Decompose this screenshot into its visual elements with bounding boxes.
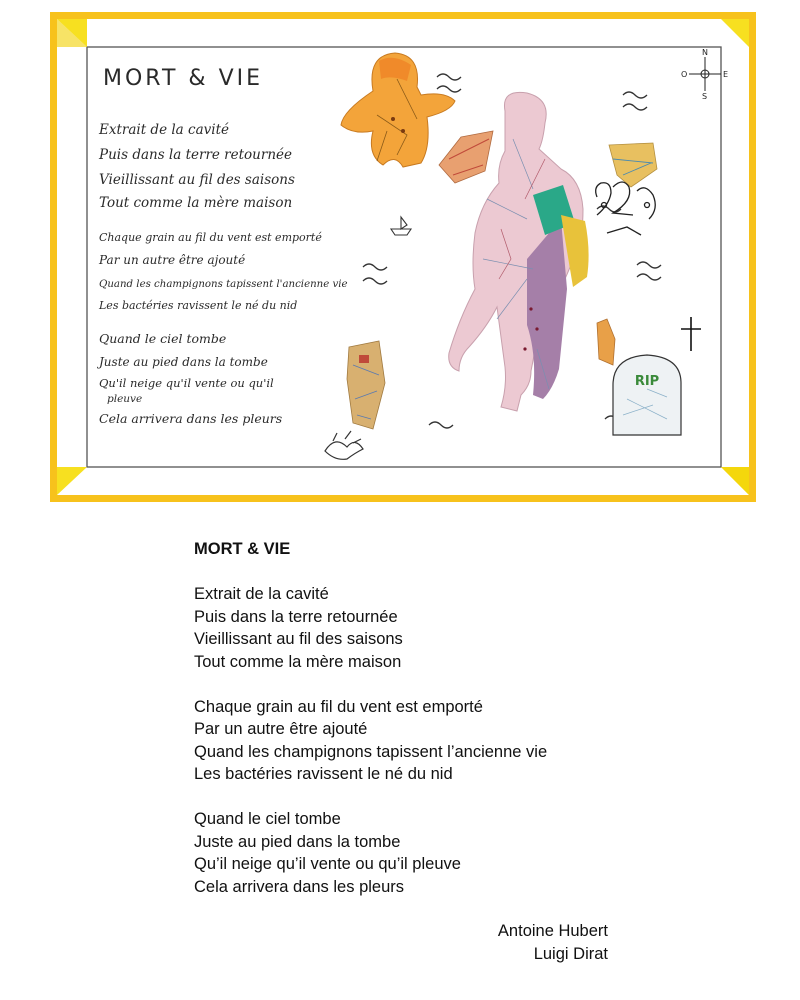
handwritten-line: Quand les champignons tapissent l'ancienne vie (99, 279, 348, 290)
author-name: Luigi Dirat (533, 944, 608, 963)
handwritten-line: Extrait de la cavité (99, 122, 229, 138)
svg-text:S: S (702, 92, 708, 101)
poem-line: Quand le ciel tombe (194, 810, 341, 828)
poem-stanza (194, 696, 634, 786)
poem-line: Tout comme la mère maison (194, 652, 402, 671)
tombstone (613, 317, 701, 435)
svg-text:N: N (702, 48, 708, 57)
corner-top-right (721, 19, 749, 47)
map-shard (347, 341, 385, 429)
map-shard (439, 131, 493, 183)
poem (194, 538, 634, 898)
poem-line: Quand les champignons tapissent l’ancienne vie (194, 742, 548, 761)
map-shard (597, 319, 615, 365)
map-shard (609, 143, 657, 187)
poem-line: Puis dans la terre retournée (194, 607, 398, 626)
poem-line: Les bactéries ravissent le né du nid (194, 765, 453, 783)
boat-doodle-icon (391, 217, 411, 235)
svg-text:O: O (681, 70, 688, 79)
handwritten-line: pleuve (107, 393, 143, 405)
poem-line: Vieillissant au fil des saisons (194, 630, 403, 648)
poem-stanza (194, 808, 634, 898)
tombstone-text: RIP (634, 374, 660, 389)
handwritten-line: Juste au pied dans la tombe (99, 355, 268, 369)
poem-line: Chaque grain au fil du vent est emporté (194, 697, 483, 716)
handwritten-line: Les bactéries ravissent le né du nid (99, 299, 298, 312)
handwritten-line: Cela arrivera dans les pleurs (99, 411, 283, 426)
poem-line: Qu’il neige qu’il vente ou qu’il pleuve (194, 855, 461, 873)
handwritten-line: Puis dans la terre retournée (99, 147, 292, 163)
mushroom-doodle-icon (596, 182, 656, 235)
poem-authors (498, 920, 608, 965)
handwritten-line: Quand le ciel tombe (99, 331, 227, 346)
poem-line: Cela arrivera dans les pleurs (194, 877, 405, 896)
artwork-sheet (57, 19, 749, 495)
handwritten-title: MORT & VIE (103, 66, 264, 91)
handwritten-line: Chaque grain au fil du vent est emporté (99, 231, 322, 244)
handwritten-line: Vieillissant au fil des saisons (99, 172, 295, 188)
svg-text:E: E (723, 70, 729, 79)
handwritten-line: Qu'il neige qu'il vente ou qu'il (99, 376, 274, 390)
bird-doodle-icon (325, 431, 363, 459)
poem-line: Extrait de la cavité (194, 585, 329, 603)
poem-stanza (194, 583, 634, 673)
handwritten-line: Par un autre être ajouté (99, 253, 246, 267)
corner-bottom-left (57, 467, 87, 495)
handwritten-line: Tout comme la mère maison (99, 195, 293, 211)
poem-line: Par un autre être ajouté (194, 720, 368, 738)
author-name: Antoine Hubert (497, 922, 608, 940)
gingerbread-map-figure (341, 53, 455, 167)
artwork-frame (50, 12, 756, 502)
poem-title: MORT & VIE (194, 540, 291, 558)
poem-line: Juste au pied dans la tombe (194, 832, 401, 851)
